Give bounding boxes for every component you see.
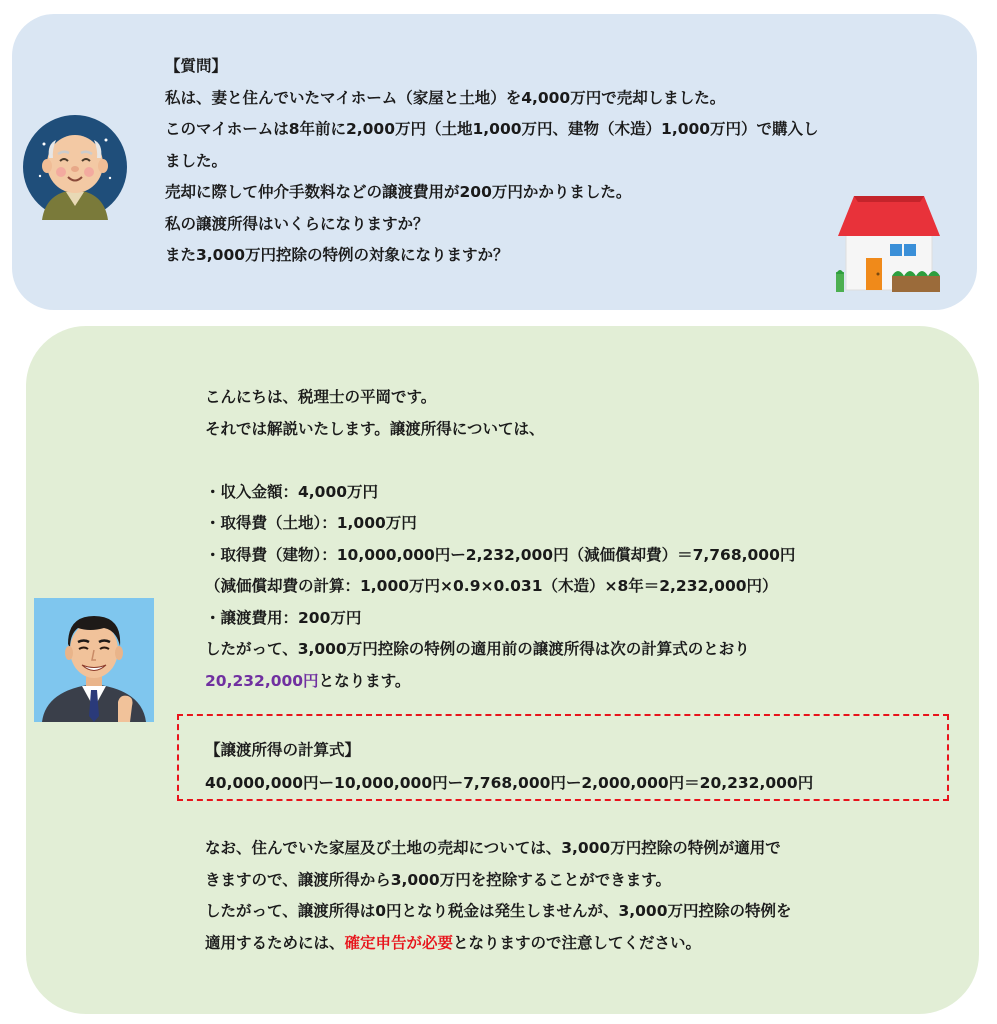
question-line: また3,000万円控除の特例の対象になりますか？ (165, 246, 509, 264)
question-text (165, 51, 819, 272)
question-line: 私の譲渡所得はいくらになりますか？ (165, 214, 429, 233)
answer-item: ・収入金額：4,000万円 (205, 482, 379, 501)
answer-text (205, 382, 795, 697)
formula-title: 【譲渡所得の計算式】 (205, 741, 361, 759)
note-line: きますので、譲渡所得から3,000万円を控除することができます。 (205, 870, 671, 889)
note-line-final (205, 928, 792, 960)
conclusion-suffix: となります。 (318, 671, 411, 690)
note-line: なお、住んでいた家屋及び土地の売却については、3,000万円控除の特例が適用で (205, 839, 781, 857)
house-icon (836, 186, 942, 294)
question-line: 売却に際して仲介手数料などの譲渡費用が200万円かかりました。 (165, 183, 632, 201)
gain-amount: 20,232,000円 (205, 671, 319, 690)
note-line: したがって、譲渡所得は0円となり税金は発生しませんが、3,000万円控除の特例を (205, 902, 792, 920)
answer-note (205, 833, 792, 959)
question-line: このマイホームは8年前に2,000万円（土地1,000万円、建物（木造）1,000万円）で購入し (165, 120, 819, 138)
formula-expression: 40,000,000円ー10,000,000円ー7,768,000円ー2,000,000円＝20,232,000円 (205, 774, 814, 792)
filing-required-highlight: 確定申告が必要 (344, 933, 454, 952)
elderly-man-avatar-icon (22, 114, 128, 220)
note-suffix: となりますので注意してください。 (453, 933, 702, 952)
spacer (205, 445, 795, 477)
answer-greeting: こんにちは、税理士の平岡です。 (205, 388, 437, 406)
note-prefix: 適用するためには、 (205, 933, 345, 952)
answer-item: ・取得費（土地）：1,000万円 (205, 514, 417, 532)
answer-conclusion-amount-line (205, 666, 795, 698)
answer-item: ・譲渡費用：200万円 (205, 608, 362, 627)
question-line: 私は、妻と住んでいたマイホーム（家屋と土地）を4,000万円で売却しました。 (165, 88, 726, 107)
answer-conclusion: したがって、3,000万円控除の特例の適用前の譲渡所得は次の計算式のとおり (205, 640, 750, 658)
formula-text (205, 734, 813, 800)
question-line: ました。 (165, 151, 228, 170)
answer-intro: それでは解説いたします。譲渡所得については、 (205, 419, 545, 438)
answer-item: ・取得費（建物）：10,000,000円ー2,232,000円（減価償却費）＝7,768,000円 (205, 545, 796, 564)
tax-accountant-avatar-icon (34, 598, 154, 722)
answer-item: （減価償却費の計算：1,000万円×0.9×0.031（木造）×8年＝2,232,000円） (205, 577, 778, 595)
question-heading: 【質問】 (165, 57, 228, 75)
